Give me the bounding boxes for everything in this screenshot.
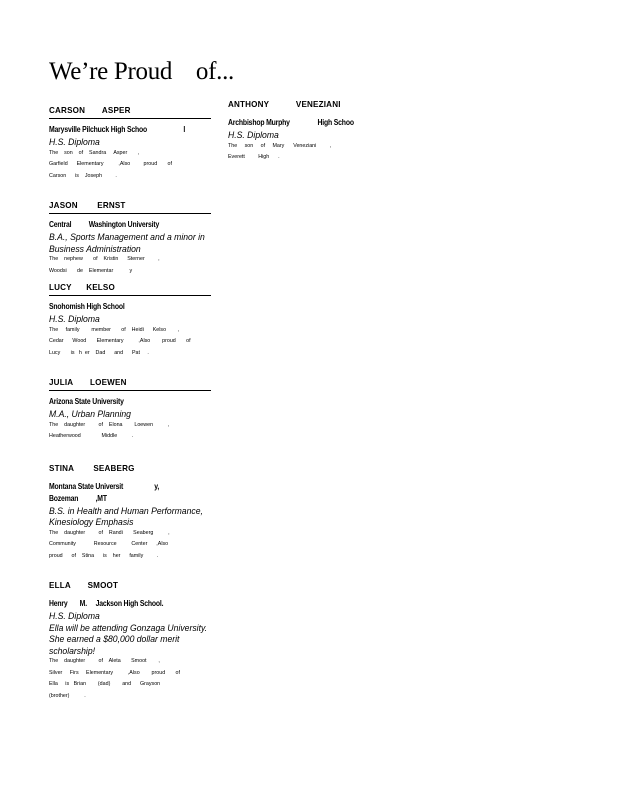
graduate-description: Woodsi de Elementar y	[49, 267, 133, 274]
graduate-degree: M.A., Urban Planning	[49, 408, 131, 419]
graduate-description: Lucy is h er Dad and Pat .	[49, 349, 149, 356]
graduate-degree: B.A., Sports Management and a minor in	[49, 231, 205, 242]
page-title: We’re Proud of...	[49, 58, 234, 85]
graduate-name: STINA SEABERG	[49, 462, 135, 473]
graduate-degree: Ella will be attending Gonzaga University.	[49, 621, 208, 633]
graduate-entry-ella-smoot	[49, 579, 211, 702]
graduate-entry-julia-loewen	[49, 376, 211, 443]
graduate-description: Everett High .	[228, 154, 280, 160]
graduate-degree: B.S. in Health and Human Performance,	[49, 504, 203, 516]
graduate-degree: scholarship!	[49, 644, 96, 656]
graduate-name: LUCY KELSO	[49, 282, 115, 292]
graduate-description: The family member of Heidi Kelso ,	[49, 326, 180, 333]
divider-rule	[49, 118, 211, 119]
graduate-entry-jason-ernst	[49, 199, 211, 277]
graduate-description: The son of Mary Veneziani ,	[228, 142, 332, 149]
graduate-name: CARSON ASPER	[49, 105, 131, 115]
spacer	[49, 591, 211, 598]
spacer	[228, 110, 368, 117]
graduate-degree: H.S. Diploma	[49, 313, 100, 324]
graduate-description: The daughter of Elona Loewen ,	[49, 421, 170, 428]
graduate-description: The son of Sandra Asper ,	[49, 149, 140, 156]
graduates-column-right	[228, 98, 368, 164]
graduate-description: proud of Stina is her family .	[49, 552, 159, 559]
graduate-entry-stina-seaberg	[49, 462, 211, 563]
graduate-school: Henry M. Jackson High School.	[49, 599, 164, 608]
spacer	[49, 474, 211, 481]
divider-rule	[49, 295, 211, 296]
graduate-name: ANTHONY VENEZIANI	[228, 99, 341, 109]
graduate-description: Silver Firs Elementary ,Also proud of	[49, 669, 180, 676]
graduate-description: Garfield Elementary ,Also proud of	[49, 161, 173, 167]
graduate-description: The daughter of Randi Seaberg ,	[49, 529, 170, 536]
graduate-degree: She earned a $80,000 dollar merit	[49, 633, 180, 644]
graduate-school: Bozeman ,MT	[49, 493, 107, 503]
graduate-degree: Business Administration	[49, 242, 141, 254]
graduate-entry-anthony-veneziani	[228, 98, 368, 164]
graduate-entry-lucy-kelso	[49, 281, 211, 359]
graduate-name: JASON ERNST	[49, 200, 126, 210]
graduate-degree: H.S. Diploma	[49, 136, 100, 147]
graduate-description: (brother) .	[49, 692, 86, 699]
graduate-name: JULIA LOEWEN	[49, 377, 127, 387]
graduate-description: The daughter of Aleta Smoot ,	[49, 658, 160, 664]
graduate-school: Montana State Universit y,	[49, 481, 160, 491]
graduate-school: Marysville Pilchuck High Schoo l	[49, 125, 186, 134]
graduate-school: Archbishop Murphy High Schoo	[228, 118, 354, 127]
graduate-degree: H.S. Diploma	[49, 610, 100, 621]
graduate-degree: Kinesiology Emphasis	[49, 516, 134, 527]
graduate-school: Snohomish High School	[49, 302, 125, 311]
graduate-description: The nephew of Kristin Sterner ,	[49, 256, 160, 262]
graduate-description: Carson is Joseph .	[49, 172, 117, 179]
graduate-description: Community Resource Center ,Also	[49, 541, 169, 547]
graduate-entry-carson-asper	[49, 104, 211, 182]
graduate-name: ELLA SMOOT	[49, 580, 119, 590]
divider-rule	[49, 390, 211, 391]
divider-rule	[49, 213, 211, 214]
graduate-school: Central Washington University	[49, 220, 160, 229]
graduate-school: Arizona State University	[49, 397, 124, 406]
graduate-description: Cedar Wood Elementary ,Also proud of	[49, 338, 191, 344]
graduates-column-left	[49, 104, 211, 702]
graduate-degree: H.S. Diploma	[228, 129, 279, 140]
graduate-description: Heatherwood Middle .	[49, 433, 134, 439]
graduate-description: Ella is Brian (dad) and Grayson	[49, 681, 161, 687]
